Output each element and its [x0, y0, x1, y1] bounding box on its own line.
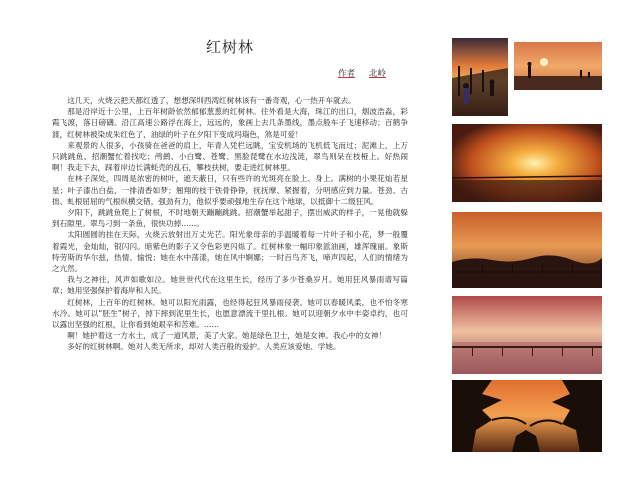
photo-mangrove-branches — [452, 380, 602, 452]
paragraph: 我与之神往，风声如歌如泣。她世世代代在这里生长，经历了多少苍桑岁月。她用狂风暴雨谱写篇章；她用坚强保护着海岸和人民。 — [52, 275, 408, 296]
paragraph: 多好的红树林啊。她对人类无所求，却对人类百般的爱护。人类应该爱她、学她。 — [67, 342, 341, 352]
photo-mangrove-shore — [452, 212, 602, 288]
author-name: 北岭 — [368, 69, 386, 79]
photo-boardwalk-sunset — [452, 38, 508, 116]
author-label: 作者 — [337, 69, 355, 79]
photo-pier-dusk — [452, 296, 602, 374]
paragraph: 太阳圆圆的挂在天际，火烧云放射出万丈光芒。阳光象母亲的手温暖着每一片叶子和小花，梦一般覆着霞光，金灿灿，银闪闪。暗紫色的影子又令色彩更闪烁了。红树林象一幅印象派油画，雄浑瑰丽。象斯特劳斯的华尔兹，热情、愉悦；她在水中荡漾，她在风中婀娜；一时百鸟齐飞，啼声四起，人们的情绪为之亢然。 — [52, 230, 408, 274]
article-title: 红树林 — [205, 38, 254, 56]
article — [52, 36, 408, 353]
paragraph: 夕阳下，跳跳鱼爬上了树根，不时地朝天蹦蹦跳跳。招潮蟹举起甜子，摆出威武的样子，一晃他就躲到石隙里。翠鸟刁到一条鱼，很快功掉……。 — [52, 208, 408, 229]
photo-glowing-sunset — [452, 124, 602, 202]
paragraph: 那是沿岸近十公里，上百年树龄依然郁郁葱葱的红树林。往外看是大海，珠江的出口，烟波浩淼，彩霞飞渡，落日磅礴。沿江高速公路浮在海上，远远的，象画上去几条墨线，墨点般车子飞速移动；百鹤争渡，红树林被染成朱红色了，油绿的叶子在夕阳下变成玛瑙色，煞是可爱！ — [52, 107, 408, 139]
paragraph: 在林子深处，四周是浓密的树叶，遮天蔽日，只有些许的光斑亮在脸上、身上。满树的小果花灿若星星；叶子漆出白盐，一排清香如梦；翘翔的枝干铁骨铮铮，抚抚摩、紧握着，分明感应到力量。苍劲、古拙、虬根屈屈的气根纵横交错，强劲有力，他似乎要顽强地生存在这个地球，以抵御十二级狂风。 — [52, 174, 408, 206]
paragraph: 啊！她护着这一方水土，成了一道风景，美了大家。她是绿色卫士，她是女神。我心中的女神！ — [67, 331, 387, 341]
paragraph: 红树林，上百年的红树林。她可以阳光雨露，也经得起狂风暴雨侵袭。她可以春暖风柔，也不怕冬寒水冷。她可以“胚生”树子，掉下摔到泥里生长，也愿意漂流千里扎根。她可以迎朝夕水中丰姿卓约，也可以露出坚强的红根，让你看到她艰辛和苦难。…… — [52, 297, 408, 330]
photo-column — [452, 0, 602, 478]
byline — [52, 67, 386, 79]
photo-sunset-silhouette — [514, 42, 602, 90]
paragraph: 来观景的人很多，小孩骑在爸爸的肩上，年青人凭栏远眺，宝安机场的飞机低飞而过；泥滩上，上万只跳跳鱼、招潮蟹忙着找吃；鸬鹚、小白鹭、苍鹭、黑脸琵鹭在水边浅涟，翠鸟则呆在枝桠上。好热闹啊！我走下去，踩着岸边长满蚝壳的乱石，攀枝扶树，要走进红树林里。 — [52, 140, 408, 173]
paragraph: 这几天，火烧云把天都红透了，想想深圳西湾红树林该有一番奇观，心一热开车就去。 — [67, 96, 356, 105]
